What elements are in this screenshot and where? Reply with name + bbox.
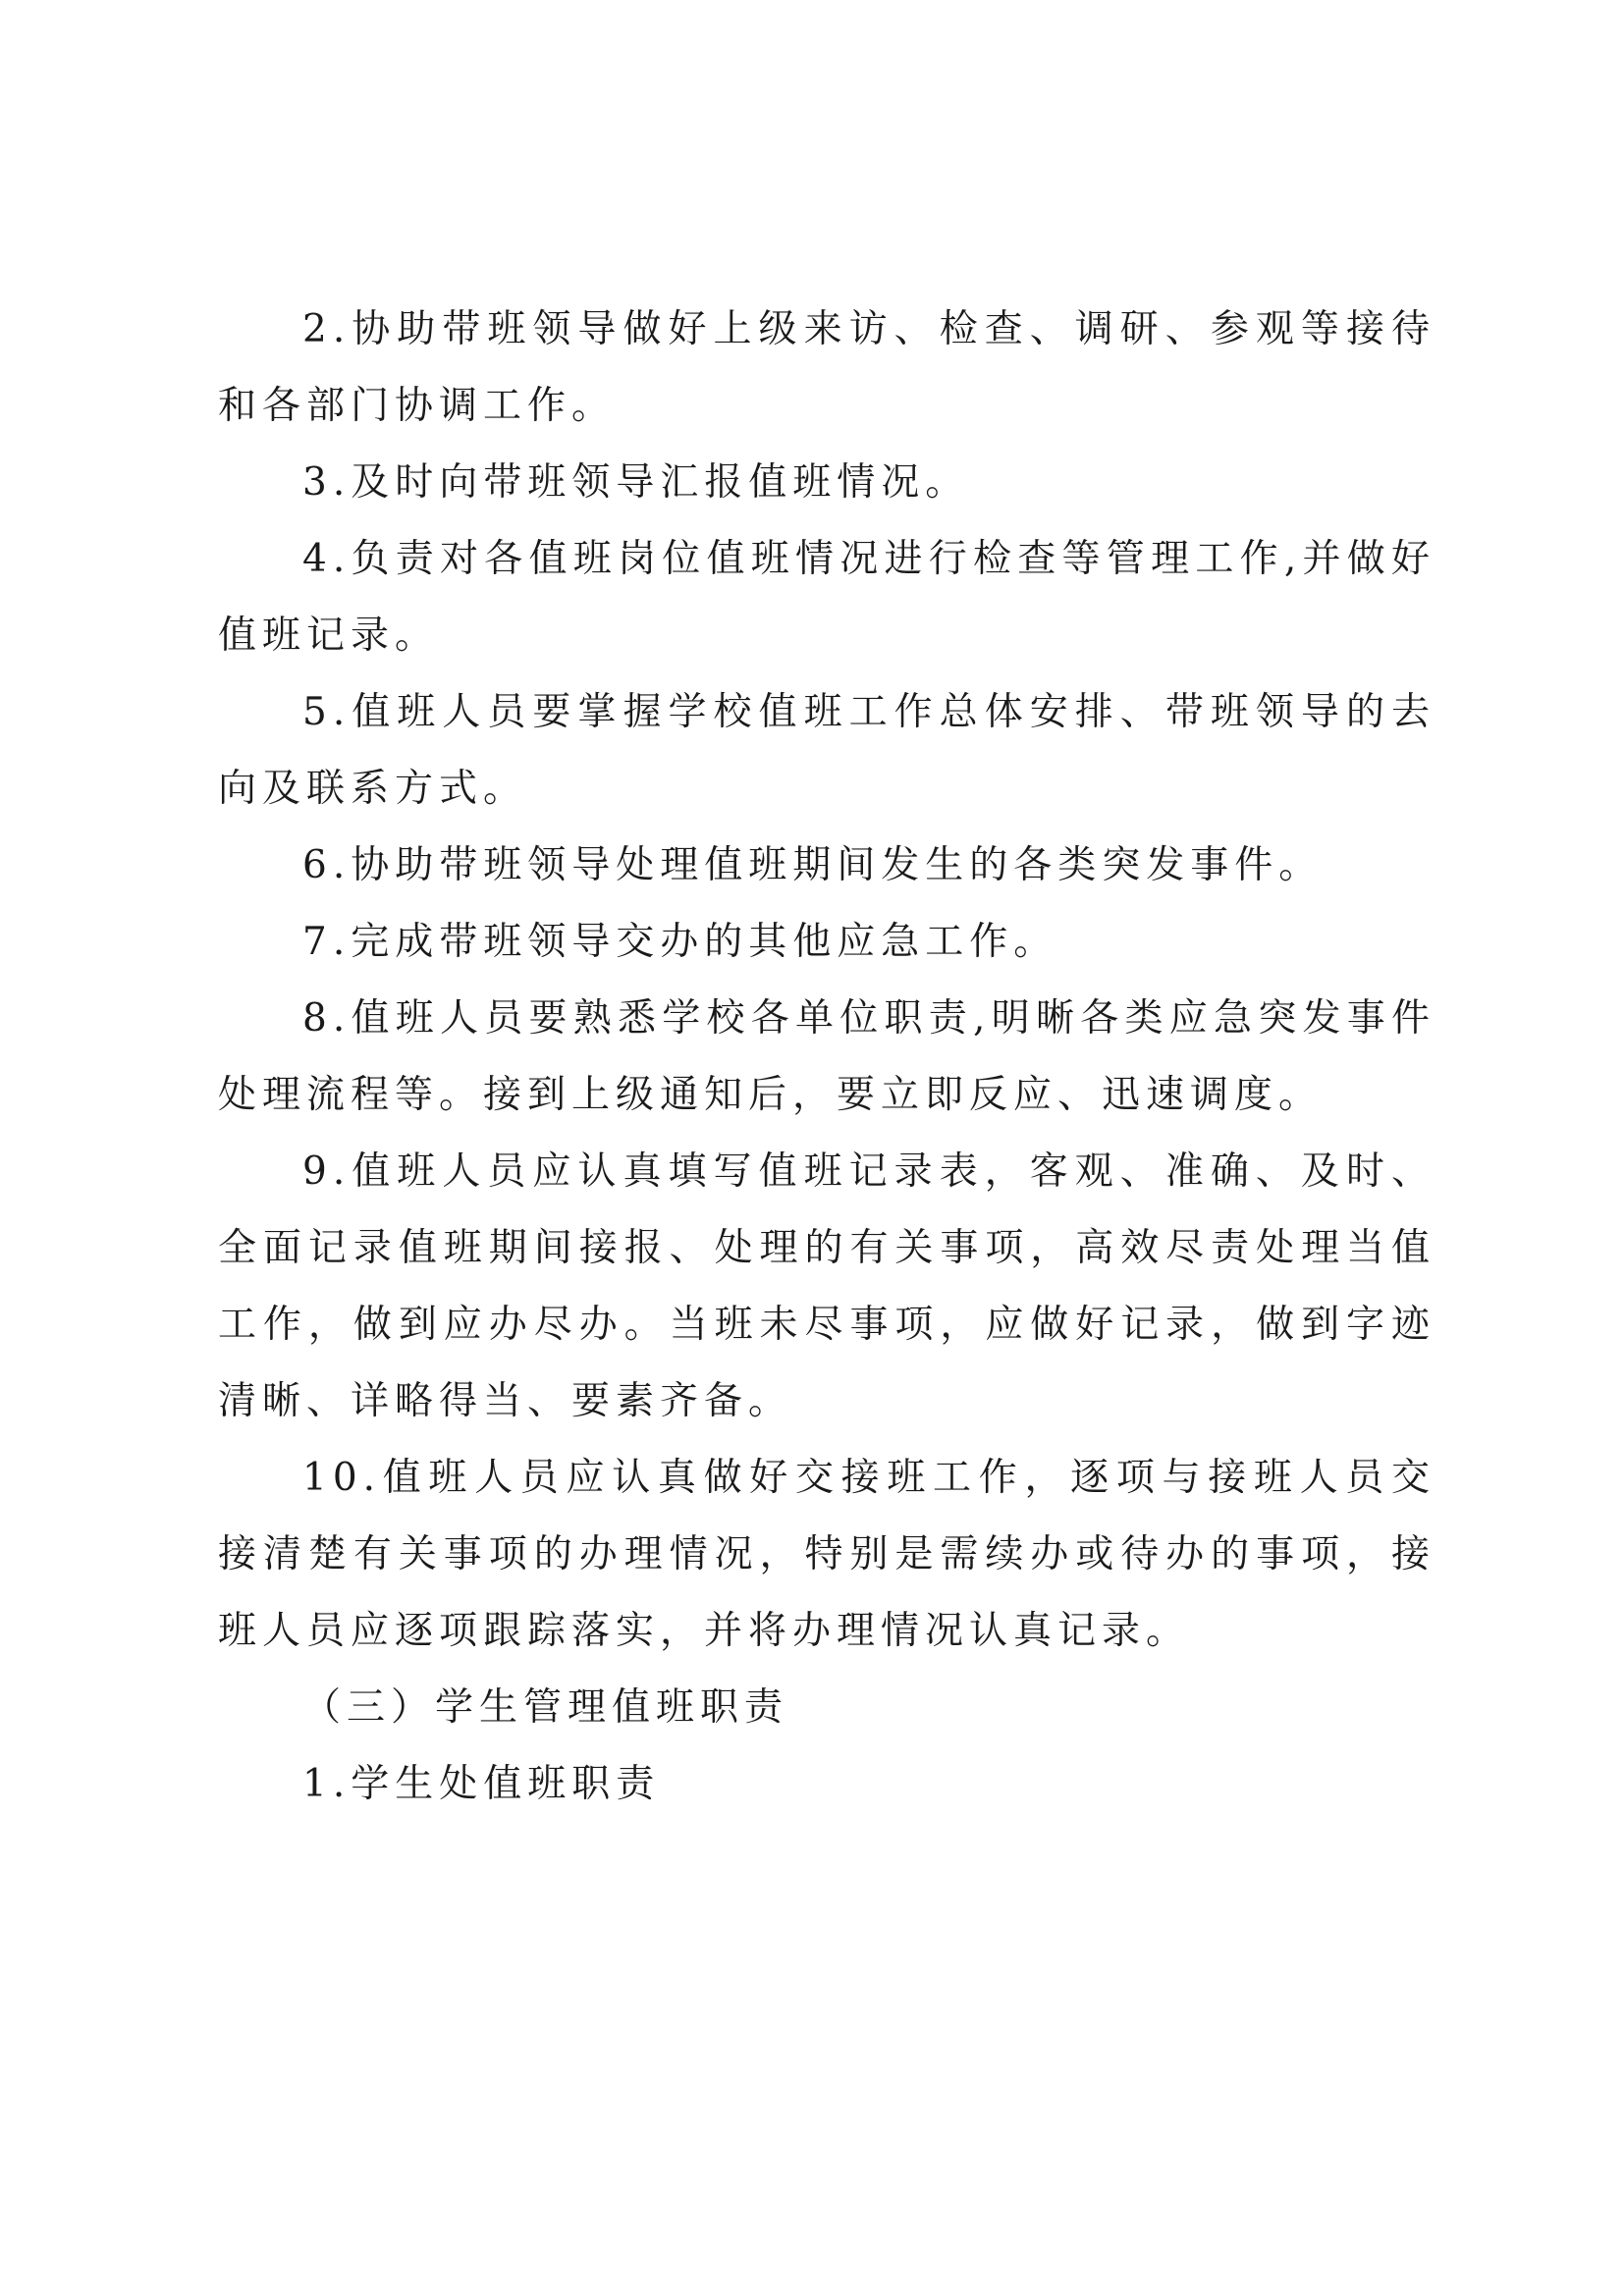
paragraph-item-2: 2.协助带班领导做好上级来访、检查、调研、参观等接待和各部门协调工作。 xyxy=(218,307,1435,428)
section-heading: （三）学生管理值班职责 xyxy=(302,1685,789,1730)
paragraph-item-5: 5.值班人员要掌握学校值班工作总体安排、带班领导的去向及联系方式。 xyxy=(218,690,1435,811)
paragraph-item-8: 8.值班人员要熟悉学校各单位职责,明晰各类应急突发事件处理流程等。接到上级通知后，要立即反应、迅速调度。 xyxy=(218,996,1435,1117)
paragraph-item-3: 3.及时向带班领导汇报值班情况。 xyxy=(302,460,970,505)
paragraph-item-9: 9.值班人员应认真填写值班记录表，客观、准确、及时、全面记录值班期间接报、处理的有关事项，高效尽责处理当值工作，做到应办尽办。当班未尽事项，应做好记录，做到字迹清晰、详略得当、要素齐备。 xyxy=(218,1149,1435,1423)
document-body xyxy=(218,292,1435,1823)
sub-heading: 1.学生处值班职责 xyxy=(302,1762,661,1806)
paragraph-item-10: 10.值班人员应认真做好交接班工作，逐项与接班人员交接清楚有关事项的办理情况，特别是需续办或待办的事项，接班人员应逐项跟踪落实，并将办理情况认真记录。 xyxy=(218,1456,1435,1653)
paragraph-item-4: 4.负责对各值班岗位值班情况进行检查等管理工作,并做好值班记录。 xyxy=(218,537,1435,658)
paragraph-item-7: 7.完成带班领导交办的其他应急工作。 xyxy=(302,920,1058,964)
paragraph-item-6: 6.协助带班领导处理值班期间发生的各类突发事件。 xyxy=(302,843,1324,887)
